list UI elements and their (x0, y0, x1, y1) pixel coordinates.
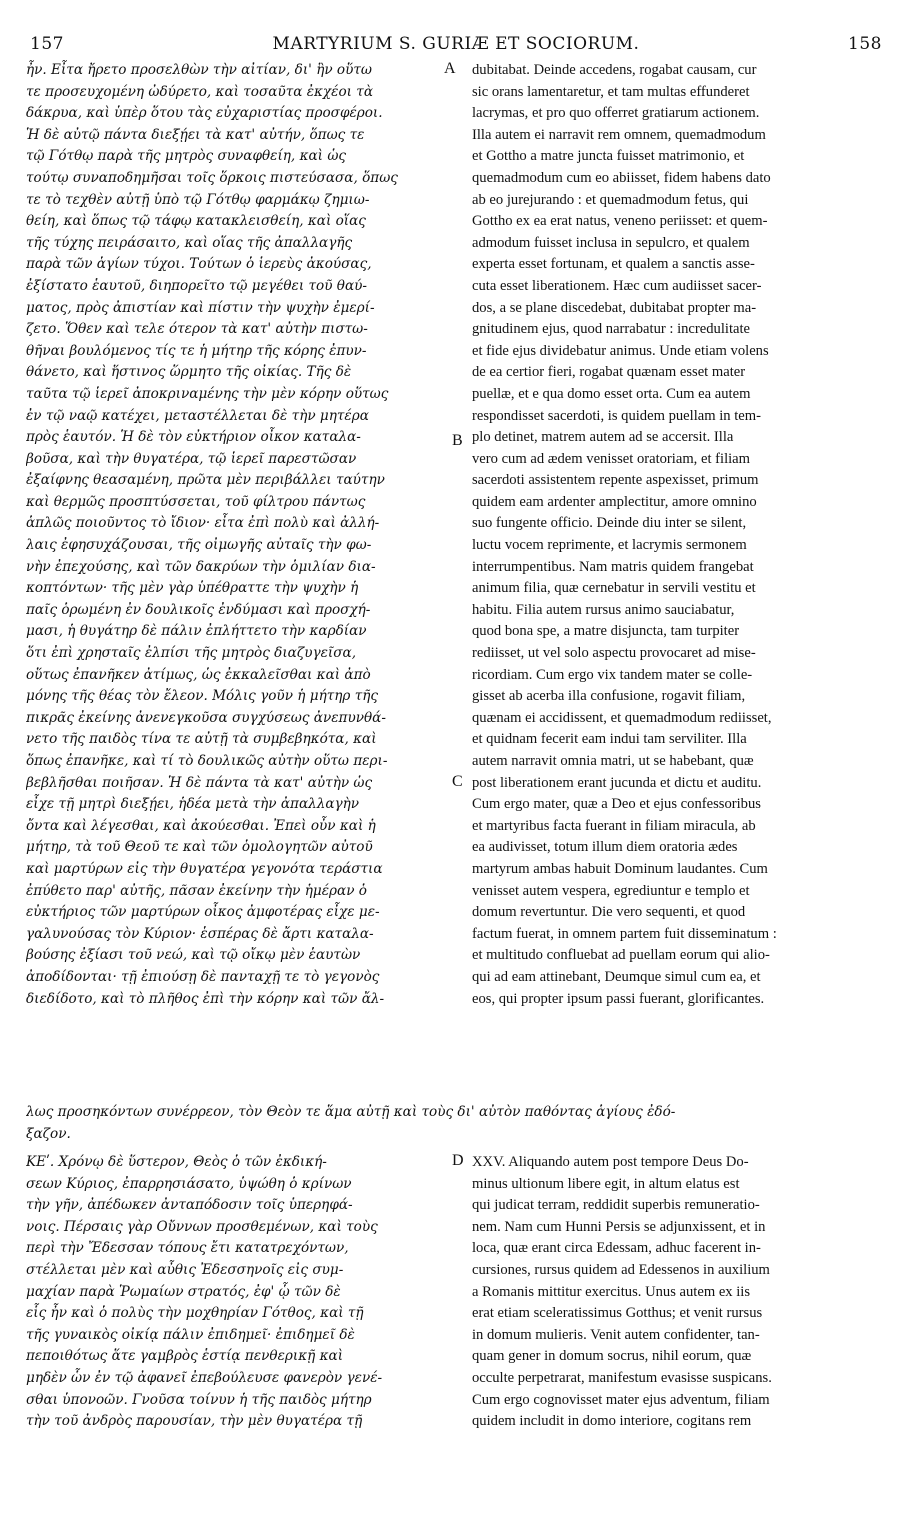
latin-text-line: autem narravit omnia matri, ut se habebant, quæ (472, 753, 754, 769)
greek-text-line: γαλυνούσας τὸν Κύριον· ἑσπέρας δὲ ἄρτι καταλα- (26, 925, 374, 942)
latin-text-line: rediisset, ut vel solo aspectu provocaret ad mise- (472, 645, 756, 662)
latin-text-line: dos, a se plane discedebat, dubitabat propter ma- (472, 299, 757, 316)
greek-text-line: βοῦσα, καὶ τὴν θυγατέρα, τῷ ἱερεῖ παρεστῶσαν (26, 450, 357, 467)
latin-text-line: ricordiam. Cum ergo vix tandem mater se colle- (472, 666, 753, 683)
page-number-left: 157 (30, 34, 64, 54)
greek-text-line: παῖς ὁρωμένη ἐν δουλικοῖς ἐνδύμασι καὶ προσχή- (26, 601, 371, 618)
latin-text-line: luctu vocem reprimente, et lacrymis sermonem (472, 537, 747, 554)
greek-tail-fullwidth (26, 1102, 886, 1145)
tail-line-2: ξαζον. (26, 1125, 71, 1142)
greek-text-line: σθαι ὑπονοῶν. Γνοῦσα τοίνυν ἡ τῆς παιδὸς μήτηρ (26, 1391, 372, 1408)
greek-text-line: τε προσευχομένη ὠδύρετο, καὶ τοσαῦτα ἐκχέοι τὰ (26, 83, 373, 100)
greek-text-line: εἶχε τῇ μητρὶ διεξῄει, ἡδέα μετὰ τὴν ἀπαλλαγὴν (26, 796, 360, 813)
latin-text-line: plo detinet, matrem autem ad se accersit. Illa (472, 429, 734, 446)
latin-text-line: quidem eam ardenter amplectitur, amore omnino (472, 493, 757, 510)
greek-text-line: ὅτι ἐπὶ χρησταῖς ἐλπίσι τῆς μητρὸς διαζυγεῖσα, (26, 645, 357, 662)
latin-column-bottom (472, 1152, 884, 1433)
latin-text-line: occulte perpetrarat, manifestum evasisse suspicans. (472, 1369, 772, 1386)
latin-text-line: quidem includit in domo interiore, cogitans rem (472, 1413, 752, 1430)
greek-text-line: ΚΕʹ. Χρόνῳ δὲ ὕστερον, Θεὸς ὁ τῶν ἐκδική- (26, 1154, 327, 1170)
latin-text-line: interrumpentibus. Nam matris quidem frangebat (472, 558, 754, 575)
latin-text-line: loca, quæ erant circa Edessam, adhuc facerent in- (472, 1240, 761, 1257)
greek-text-line: μόνης τῆς θέας τὸν ἔλεον. Μόλις γοῦν ἡ μήτηρ τῆς (26, 688, 378, 705)
latin-text-line: Cum ergo cognovisset mater ejus adventum, filiam (472, 1391, 770, 1408)
greek-text-line: βούσης ἐξίασι τοῦ νεώ, καὶ τῷ οἴκῳ μὲν ἑαυτὼν (26, 947, 361, 964)
latin-text-line: experta esset fortunam, et qualem a sanctis asse- (472, 256, 755, 273)
latin-text-line: dubitabat. Deinde accedens, rogabat causam, cur (472, 62, 757, 78)
greek-text-line: θάνετο, καὶ ἥστινος ὥρμητο τῆς οἰκίας. Τῆς δὲ (26, 364, 352, 381)
greek-text-line: εἷς ἦν καὶ ὁ πολὺς τὴν μοχθηρίαν Γότθος, καὶ τῇ (26, 1305, 364, 1322)
greek-text-line: ἐπύθετο παρ' αὐτῆς, πᾶσαν ἐκείνην τὴν ἡμέραν ὁ (26, 882, 367, 899)
greek-text-line: ὅπως ἐπανῆκε, καὶ τί τὸ δουλικῶς αὐτὴν οὕτω περι- (26, 753, 388, 769)
section-marker-d: D (452, 1152, 464, 1169)
latin-text-line: suo fungente officio. Deinde diu inter se silent, (472, 515, 747, 532)
greek-text-line: ζετο. Ὅθεν καὶ τελε ότερον τὰ κατ' αὐτὴν πιστω- (26, 321, 368, 338)
greek-text-line: τὴν γῆν, ἀπέδωκεν ἀνταπόδοσιν τοῖς ὑπερηφά- (26, 1197, 353, 1214)
greek-text-line: πεποιθότως ἅτε γαμβρὸς ἑστίᾳ πενθερικῇ καὶ (26, 1348, 344, 1365)
latin-text-line: quænam ei accidissent, et quemadmodum rediisset, (472, 709, 772, 726)
greek-text-line: ἐξαίφνης θεασαμένη, πρῶτα μὲν περιβάλλει ταύτην (26, 472, 385, 489)
greek-text-line: θῆναι βουλόμενος τίς τε ἡ μήτηρ τῆς κόρης ἐπυν- (26, 342, 367, 359)
latin-text-line: puellæ, et e qua domo esset orta. Cum ea autem (472, 385, 751, 402)
greek-text-line: νετο τῆς παιδὸς τίνα τε αὐτῇ τὰ συμβεβηκότα, καὶ (26, 731, 377, 748)
greek-text-line: ἐν τῷ ναῷ κατέχει, μεταστέλλεται δὲ τὴν μητέρα (26, 407, 369, 424)
greek-text-line: μήτηρ, τὰ τοῦ Θεοῦ τε καὶ τῶν ὁμολογητῶν αὐτοῦ (26, 839, 373, 856)
greek-text-line: καὶ θερμῶς προσπτύσσεται, τοῦ φίλτρου πάντως (26, 493, 366, 510)
greek-text-line: διεδίδοτο, καὶ τὸ πλῆθος ἐπὶ τὴν κόρην καὶ τῶν ἄλ- (26, 990, 385, 1007)
greek-text-line: τε τὸ τεχθὲν αὐτῇ ὑπὸ τῷ Γότθῳ φαρμάκῳ ζημιω- (26, 191, 370, 208)
greek-text-line: καὶ μαρτύρων εἰς τὴν θυγατέρα γεγονότα τεράστια (26, 860, 383, 877)
latin-text-line: et Gottho a matre juncta fuisset matrimonio, et (472, 148, 745, 165)
latin-text-line: martyrum ambas habuit Dominum laudantes. Cum (472, 860, 768, 877)
latin-text-line: cursiones, rursus quidem ad Edessenos in auxilium (472, 1261, 770, 1278)
greek-text-line: ἀποδίδονται· τῇ ἐπιούσῃ δὲ πανταχῇ τε τὸ γεγονὸς (26, 968, 380, 985)
latin-text-line: et martyribus facta fuerant in filiam miracula, ab (472, 817, 756, 834)
latin-text-line: animum filia, quæ cernebatur in servili vestitu et (472, 580, 756, 597)
greek-text-line: παρὰ τῶν ἁγίων τύχοι. Τούτων ὁ ἱερεὺς ἀκούσας, (26, 256, 372, 273)
greek-text-line: βεβλῆσθαι ποιῆσαν. Ἡ δὲ πάντα τὰ κατ' αὐτὴν ὡς (26, 774, 373, 791)
greek-column-top (26, 60, 456, 1010)
latin-text-line: et quidnam fecerit eam indui tam serviliter. Illa (472, 731, 747, 748)
latin-text-line: ea audivisset, totum illum diem oratoria ædes (472, 839, 738, 856)
latin-text-line: quam gener in domum socrus, nihil eorum, quæ (472, 1348, 752, 1365)
latin-text-line: in domum mulieris. Venit autem confidenter, tan- (472, 1326, 760, 1343)
greek-text-line: σεων Κύριος, ἐπαρρησιάσατο, ὑψώθη ὁ κρίνων (26, 1175, 352, 1192)
latin-text-line: cuta esset liberationem. Hæc cum audiisset sacer- (472, 277, 762, 294)
greek-text-line: μηδὲν ὧν ἐν τῷ ἀφανεῖ ἐπεβούλευσε φανερὸν γενέ- (26, 1369, 383, 1386)
greek-text-line: θείη, καὶ ὅπως τῷ τάφῳ κατακλεισθείη, καὶ οἵας (26, 213, 366, 230)
section-marker-c: C (452, 773, 463, 790)
latin-text-line: XXV. Aliquando autem post tempore Deus Do- (472, 1154, 749, 1170)
greek-text-line: πικρᾶς ἐκείνης ἀνενεγκοῦσα συγχύσεως ἀνεπυνθά- (26, 709, 386, 726)
greek-text-line: εὐκτήριος τῶν μαρτύρων οἶκος ἀμφοτέρας εἶχε με- (26, 904, 380, 921)
latin-text-line: quod bona spe, a matre disjuncta, tam turpiter (472, 623, 740, 640)
greek-text-line: μασι, ἡ θυγάτηρ δὲ πάλιν ἐπλήττετο τὴν καρδίαν (26, 623, 367, 640)
latin-text-line: de ea certior fieri, rogabat quænam esset mater (472, 364, 746, 381)
greek-text-line: ἐξίστατο ἑαυτοῦ, διηπορεῖτο τῷ μεγέθει τοῦ θαύ- (26, 277, 367, 294)
latin-text-line: nem. Nam cum Hunni Persis se adjunxissent, et in (472, 1218, 766, 1235)
greek-text-line: τῆς τύχης πειράσαιτο, καὶ οἵας τῆς ἀπαλλαγῆς (26, 234, 353, 251)
greek-text-line: τὴν τοῦ ἀνδρὸς παρουσίαν, τὴν μὲν θυγατέρα τῇ (26, 1413, 363, 1430)
greek-text-line: ἁπλῶς ποιοῦντος τὸ ἴδιον· εἶτα ἐπὶ πολὺ καὶ ἀλλή- (26, 515, 380, 532)
latin-text-line: qui judicat terram, reddidit superbis remuneratio- (472, 1197, 760, 1214)
latin-text-line: ab eo jurejurando : et quemadmodum fetus, qui (472, 191, 749, 208)
latin-text-line: a Romanis mittitur exercitus. Unus autem ex iis (472, 1283, 751, 1300)
latin-text-line: habitu. Filia autem rursus animo sauciabatur, (472, 601, 735, 618)
latin-text-line: et fide ejus dividebatur animus. Unde etiam volens (472, 342, 769, 359)
latin-text-line: et multitudo confluebat ad puellam eorum qui alio- (472, 947, 770, 964)
section-marker-a: A (444, 60, 456, 77)
greek-text-line: περὶ τὴν Ἔδεσσαν τόπους ἔτι κατατρεχόντων, (26, 1240, 349, 1257)
greek-text-line: στέλλεται μὲν καὶ αὖθις Ἐδεσσηνοῖς εἰς συμ- (26, 1261, 344, 1278)
greek-text-line: ταῦτα τῷ ἱερεῖ ἀποκριναμένης τὴν μὲν κόρην οὕτως (26, 385, 389, 402)
greek-text-line: δάκρυα, καὶ ὑπὲρ ὅτου τὰς εὐχαριστίας προσφέροι. (26, 105, 383, 122)
greek-text-line: τούτῳ συναποδημῆσαι τοῖς ὅρκοις πιστεύσασα, ὅπως (26, 169, 398, 186)
latin-text-line: sic orans lamentaretur, et tam multas effunderet (472, 83, 750, 100)
latin-text-line: erat etiam sceleratissimus Gotthus; et venit rursus (472, 1305, 763, 1322)
greek-text-line: ἦν. Εἶτα ἤρετο προσελθὼν τὴν αἰτίαν, δι' ἣν οὕτω (26, 62, 372, 78)
greek-text-line: νοις. Πέρσαις γὰρ Οὔννων προσθεμένων, καὶ τοὺς (26, 1218, 378, 1235)
latin-text-line: lacrymas, et pro quo offerret gratiarum actionem. (472, 105, 760, 122)
latin-text-line: post liberationem erant jucunda et dictu et auditu. (472, 774, 762, 791)
latin-text-line: gisset ab acerba illa confusione, rogavit filiam, (472, 688, 746, 705)
latin-text-line: domum revertuntur. Die vero sequenti, et quod (472, 904, 746, 921)
greek-text-line: πρὸς ἑαυτόν. Ἡ δὲ τὸν εὐκτήριον οἶκον καταλα- (26, 429, 361, 446)
latin-text-line: Illa autem ei narravit rem omnem, quemadmodum (472, 126, 766, 143)
latin-text-line: vero cum ad ædem venisset oratoriam, et filiam (472, 450, 751, 467)
latin-text-line: minus ultionum libere egit, in altum elatus est (472, 1175, 740, 1192)
latin-text-line: Cum ergo mater, quæ a Deo et ejus confessoribus (472, 796, 761, 813)
latin-text-line: qui ad eam attinebant, Deumque simul cum ea, et (472, 968, 761, 985)
latin-text-line: Gottho ex ea erat natus, veneno periisset: et quem- (472, 213, 768, 230)
greek-text-line: μαχίαν παρὰ Ῥωμαίων στρατός, ἐφ' ᾧ τῶν δὲ (26, 1283, 341, 1300)
greek-text-line: ματος, πρὸς ἀπιστίαν καὶ πίστιν τὴν ψυχὴν ἐμερί- (26, 299, 375, 316)
page-number-right: 158 (848, 34, 882, 54)
latin-text-line: quemadmodum cum eo abiisset, fidem habens dato (472, 169, 771, 186)
greek-text-line: τῆς γυναικὸς οἰκίᾳ πάλιν ἐπιδημεῖ· ἐπιδημεῖ δὲ (26, 1326, 355, 1343)
greek-text-line: οὕτως ἐπανῆκεν ἀτίμως, ὡς ἐκκαλεῖσθαι καὶ ἀπὸ (26, 666, 371, 683)
greek-text-line: Ἡ δὲ αὐτῷ πάντα διεξῄει τὰ κατ' αὐτήν, ὅπως τε (26, 126, 365, 143)
greek-column-bottom (26, 1152, 456, 1433)
latin-column-top (472, 60, 884, 1010)
section-marker-b: B (452, 432, 463, 449)
latin-text-line: admodum fuisset inclusa in sepulcro, et qualem (472, 234, 750, 251)
tail-line-1: λως προσηκόντων συνέρρεον, τὸν Θεὸν τε ἅμα αὐτῇ καὶ τοὺς δι' αὐτὸν παθόντας ἁγίους ἐδό- (26, 1104, 676, 1120)
latin-text-line: venisset autem vespera, egrediuntur e templo et (472, 882, 750, 899)
greek-text-line: τῷ Γότθῳ παρὰ τῆς μητρὸς συναφθείη, καὶ ὡς (26, 148, 347, 165)
running-title: MARTYRIUM S. GURIÆ ET SOCIORUM. (272, 34, 640, 54)
latin-text-line: eos, qui propter ipsum passi fuerant, glorificantes. (472, 990, 765, 1007)
latin-text-line: respondisset sacerdoti, is quidem puellam in tem- (472, 407, 761, 424)
greek-text-line: νὴν ἐπεχούσης, καὶ τῶν δακρύων τὴν ὁμιλίαν δια- (26, 558, 376, 575)
greek-text-line: λαις ἐφησυχάζουσαι, τῆς οἰμωγῆς αὐταῖς τὴν φω- (26, 537, 372, 554)
latin-text-line: sacerdoti assistentem repente aspexisset, primum (472, 472, 759, 489)
greek-text-line: κοπτόντων· τῆς μὲν γὰρ ὑπέθραττε τὴν ψυχὴν ἡ (26, 580, 359, 597)
greek-text-line: ὄντα καὶ λέγεσθαι, καὶ ἀκούεσθαι. Ἐπεὶ οὖν καὶ ἡ (26, 817, 376, 834)
latin-text-line: factum fuerat, in omnem partem fuit disseminatum : (472, 925, 777, 942)
latin-text-line: gnitudinem ejus, quod narrabatur : incredulitate (472, 321, 751, 338)
